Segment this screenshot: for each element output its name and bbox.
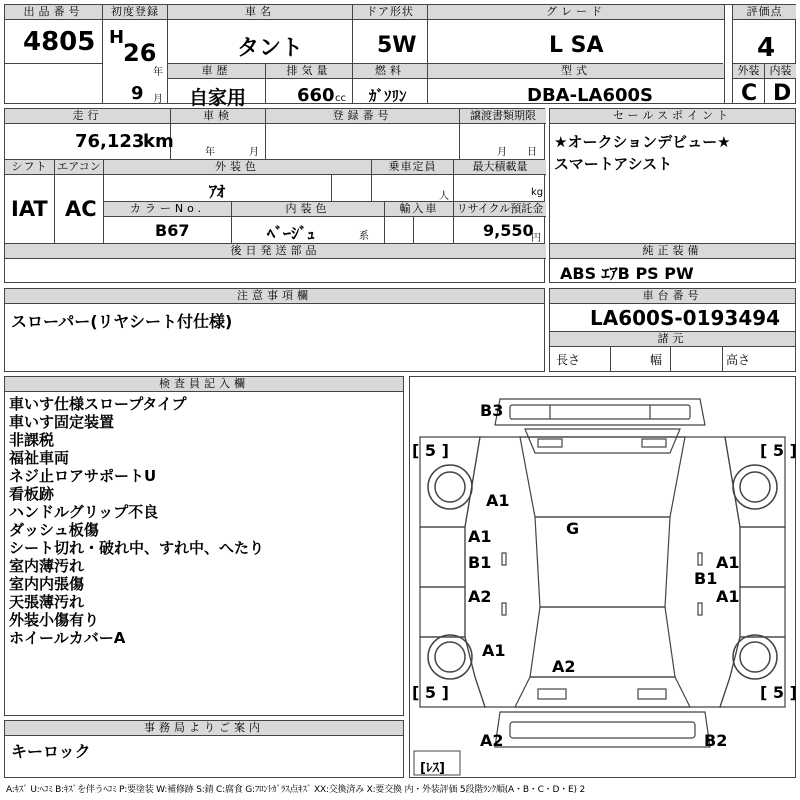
chassis-box: [549, 288, 796, 372]
door-type-header: ドア形状: [353, 5, 427, 20]
lot-no-value: 4805: [23, 27, 96, 57]
displacement-value: 660: [297, 85, 335, 106]
grade-header: グレード: [428, 5, 724, 20]
int-color-header: 内装色: [232, 202, 384, 217]
aircon-header: エアコン: [55, 160, 103, 175]
shift-header: シフト: [5, 160, 54, 175]
model-code-value: DBA-LA600S: [527, 85, 653, 106]
inspector-note: ホイールカバーA: [9, 629, 126, 647]
tire-bottom-left: [ 5 ]: [412, 683, 449, 702]
inspector-header: 検査員記入欄: [5, 377, 403, 392]
transfer-month-unit: 月: [497, 147, 507, 158]
ext-color-header: 外装色: [104, 160, 371, 175]
header-info-box: [4, 4, 796, 109]
inspector-note: 天張薄汚れ: [9, 593, 85, 611]
specs-header: 諸元: [550, 332, 795, 347]
damage-roof: G: [566, 519, 580, 538]
tire-top-right: [ 5 ]: [760, 441, 797, 460]
max-load-header: 最大積載量: [454, 160, 546, 175]
car-name-header: 車名: [168, 5, 352, 20]
era-value: H: [109, 27, 125, 48]
inspection-header: 車検: [171, 109, 265, 124]
genuine-equip-header: 純正装備: [550, 244, 795, 259]
damage-right-front-door: A1: [716, 587, 740, 606]
transfer-day-unit: 日: [527, 147, 537, 158]
recycle-unit: 円: [531, 233, 541, 244]
displacement-header: 排気量: [266, 64, 352, 79]
car-outline: [410, 377, 795, 777]
model-code-header: 型式: [428, 64, 724, 79]
inspection-year-unit: 年: [205, 147, 215, 158]
length-label: 長さ: [556, 353, 581, 367]
grade-value: L SA: [549, 33, 604, 58]
notes-box: [4, 288, 545, 372]
int-color-value: ﾍﾞｰｼﾞｭ: [267, 224, 316, 243]
office-notes-value: キーロック: [11, 742, 91, 761]
month-unit: 月: [153, 94, 163, 105]
inspector-note: 非課税: [9, 431, 55, 449]
car-name-value: タント: [237, 36, 304, 61]
sales-point-1: ★オークションデビュー★: [554, 133, 731, 151]
reg-no-header: 登録番号: [266, 109, 459, 124]
inspector-note: ダッシュ板傷: [9, 521, 99, 539]
office-box: [4, 720, 404, 778]
genuine-equip-value: ABS ｴｱB PS PW: [560, 264, 694, 283]
year-value: 26: [123, 39, 157, 67]
exterior-header: 外装: [733, 64, 764, 79]
diagram-footer-label: [ﾚｽ]: [420, 761, 445, 776]
damage-hood: A2: [552, 657, 576, 676]
max-load-unit: kg: [531, 187, 544, 198]
damage-left-rear-fender: A1: [486, 491, 510, 510]
mileage-value: 76,123: [75, 131, 145, 152]
mileage-header: 走行: [5, 109, 170, 124]
vehicle-detail-box: [4, 108, 545, 283]
interior-grade-value: D: [773, 81, 792, 106]
tire-top-left: [ 5 ]: [412, 441, 449, 460]
lot-no-header: 出品番号: [5, 5, 102, 20]
inspector-note: シート切れ・破れ中、すれ中、へたり: [9, 539, 265, 557]
inspector-box: [4, 376, 404, 716]
interior-header: 内装: [765, 64, 796, 79]
inspector-note: ネジ止ロアサポートU: [9, 467, 157, 485]
inspector-notes-list: [9, 395, 264, 647]
damage-right-rear-door: A1: [716, 553, 740, 572]
transfer-deadline-header: 譲渡書類期限: [460, 109, 546, 124]
fuel-value: ｶﾞｿﾘﾝ: [369, 87, 407, 105]
inspector-note: ハンドルグリップ不良: [9, 503, 159, 521]
shift-value: IAT: [11, 197, 48, 221]
damage-front-left: A2: [480, 731, 504, 750]
inspector-note: 外装小傷有り: [9, 611, 100, 629]
sales-point-box: [549, 108, 796, 283]
inspector-note: 室内内張傷: [9, 575, 85, 593]
inspector-note: 福祉車両: [9, 449, 70, 467]
sales-point-header: セールスポイント: [550, 109, 795, 124]
ext-color-value: ｱｵ: [209, 182, 226, 201]
damage-right-rear-door-b: B1: [694, 569, 718, 588]
legend-text: A:ｷｽﾞ U:ﾍｺﾐ B:ｷｽﾞを伴うﾍｺﾐ P:要塗装 W:補修跡 S:錆 C:腐食 G:ﾌﾛﾝﾄｶﾞﾗｽ点ｷｽﾞ XX:交換済み X:要交換 内・外装評価 5段階ﾗﾝｸ順(A・B・C・D・E) 2: [6, 785, 585, 795]
color-no-header: カラーNo.: [104, 202, 231, 217]
damage-left-rear-door-b: B1: [468, 553, 492, 572]
tire-bottom-right: [ 5 ]: [760, 683, 797, 702]
damage-left-front-fender: A1: [482, 641, 506, 660]
capacity-unit: 人: [439, 191, 449, 202]
damage-left-front-door: A2: [468, 587, 492, 606]
chassis-no-value: LA600S-0193494: [590, 306, 781, 330]
damage-left-rear-door: A1: [468, 527, 492, 546]
damage-rear-bumper: B3: [480, 401, 504, 420]
history-header: 車歴: [168, 64, 265, 79]
mileage-unit: km: [143, 131, 174, 152]
sales-point-2: スマートアシスト: [554, 155, 673, 173]
fuel-header: 燃料: [353, 64, 427, 79]
color-no-value: B67: [155, 221, 190, 240]
vehicle-diagram: [409, 376, 796, 778]
score-header: 評価点: [733, 5, 796, 20]
inspector-note: 車いす仕様スロープタイプ: [9, 395, 187, 413]
import-header: 輸入車: [385, 202, 453, 217]
parts-later-header: 後日発送部品: [5, 244, 546, 259]
inspector-note: 室内薄汚れ: [9, 557, 85, 575]
height-label: 高さ: [726, 353, 751, 367]
office-header: 事務局よりご案内: [5, 721, 403, 736]
month-value: 9: [131, 83, 144, 104]
inspector-note: 看板跡: [9, 485, 55, 503]
width-label: 幅: [650, 353, 663, 367]
inspection-month-unit: 月: [249, 147, 259, 158]
damage-front-right: B2: [704, 731, 728, 750]
history-value: 自家用: [189, 87, 247, 109]
chassis-no-header: 車台番号: [550, 289, 795, 304]
notes-value: スローパー(リヤシート付仕様): [11, 312, 233, 331]
notes-header: 注意事項欄: [5, 289, 544, 304]
recycle-header: リサイクル預託金: [454, 202, 546, 217]
score-value: 4: [757, 33, 776, 63]
recycle-value: 9,550: [483, 221, 534, 240]
aircon-value: AC: [65, 197, 97, 221]
exterior-grade-value: C: [741, 81, 758, 106]
displacement-unit: cc: [335, 93, 346, 104]
inspector-note: 車いす固定装置: [9, 413, 115, 431]
year-unit: 年: [153, 67, 163, 78]
door-type-value: 5W: [377, 33, 417, 58]
int-color-suffix: 系: [359, 231, 369, 242]
first-reg-header: 初度登録: [103, 5, 167, 20]
capacity-header: 乗車定員: [372, 160, 453, 175]
